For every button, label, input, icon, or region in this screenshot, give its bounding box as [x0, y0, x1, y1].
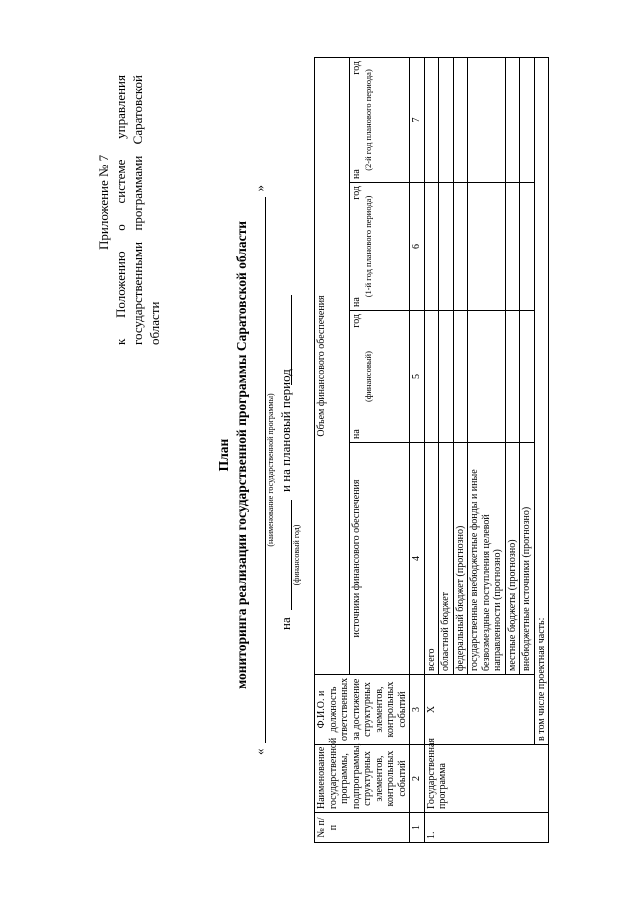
table-header-row: [315, 58, 350, 843]
value-cell: [520, 311, 535, 443]
value-cell: [439, 183, 454, 311]
col-number: 6: [410, 183, 425, 311]
col-number: 5: [410, 311, 425, 443]
col-number: 7: [410, 58, 425, 183]
value-cell: [520, 183, 535, 311]
value-cell: [468, 183, 506, 311]
monitoring-plan-table: [314, 57, 549, 843]
col-number: 3: [410, 675, 425, 745]
open-quote: «: [252, 748, 267, 755]
value-cell: [453, 311, 468, 443]
header-year1-na: на: [351, 297, 363, 307]
source-cell: всего: [424, 443, 439, 675]
value-cell: [520, 58, 535, 183]
header-name: Наименование государственной программы, подпрограммы, структурных элементов, контрольных событий: [315, 745, 410, 813]
table-row: [424, 58, 439, 843]
source-cell: внебюджетные источники (прогнозно): [520, 443, 535, 675]
header-year2-na: на: [351, 169, 363, 179]
header-volume: Объем финансового обеспечения: [315, 58, 350, 675]
header-year: [350, 311, 410, 443]
row-name: Государственная программа: [424, 745, 549, 813]
row-fio: X: [424, 675, 534, 745]
header-year2-note: (2-й год планового периода): [362, 69, 373, 171]
value-cell: [468, 311, 506, 443]
value-cell: [505, 311, 520, 443]
header-fio: Ф.И.О. и должность ответственных за достижение структурных элементов, контрольных событий: [315, 675, 410, 745]
col-number: 2: [410, 745, 425, 813]
value-cell: [424, 58, 439, 183]
header-year2: [350, 58, 410, 183]
header-sources: источники финансового обеспечения: [350, 443, 410, 675]
header-num: № п/п: [315, 813, 410, 843]
value-cell: [424, 183, 439, 311]
col-number: 1: [410, 813, 425, 843]
appendix-title: Приложение № 7: [96, 154, 111, 250]
period-caption: (финансовый год): [292, 524, 301, 586]
header-year1-note: (1-й год планового периода): [362, 195, 373, 298]
header-year-na: на: [351, 429, 363, 439]
value-cell: [505, 183, 520, 311]
header-year-god: год: [351, 314, 363, 328]
header-year2-god: год: [351, 61, 363, 75]
column-number-row: [410, 58, 425, 843]
source-cell: федеральный бюджет (прогнозно): [453, 443, 468, 675]
value-cell: [424, 311, 439, 443]
value-cell: [439, 58, 454, 183]
header-year-fin: (финансовый): [362, 351, 373, 402]
value-cell: [453, 183, 468, 311]
value-cell: [453, 58, 468, 183]
appendix-body: к Положению о системе управления государственными программами Саратовской области: [113, 75, 162, 345]
period-suffix: и на плановый период: [278, 369, 293, 492]
plan-title: План: [216, 438, 231, 472]
row-num: 1.: [424, 813, 549, 843]
table-row: [534, 58, 549, 843]
appendix-block: [95, 75, 163, 345]
value-cell: [468, 58, 506, 183]
header-year1: [350, 183, 410, 311]
value-cell: [439, 311, 454, 443]
close-quote: »: [252, 185, 267, 192]
planned-period-blank: [291, 295, 292, 385]
col-number: 4: [410, 443, 425, 675]
period-prefix: на: [278, 617, 293, 630]
program-name-caption: (наименование государственной программы): [266, 393, 275, 547]
value-cell: [505, 58, 520, 183]
project-part-cell: в том числе проектная часть:: [534, 58, 549, 745]
source-cell: государственные внебюджетные фонды и иные безвозмездные поступления целевой направленности (прогнозно): [468, 443, 506, 675]
plan-subtitle: мониторинга реализации государственной программы Саратовской области: [234, 221, 249, 690]
header-year1-god: год: [351, 186, 363, 200]
source-cell: областной бюджет: [439, 443, 454, 675]
source-cell: местные бюджеты (прогнозно): [505, 443, 520, 675]
